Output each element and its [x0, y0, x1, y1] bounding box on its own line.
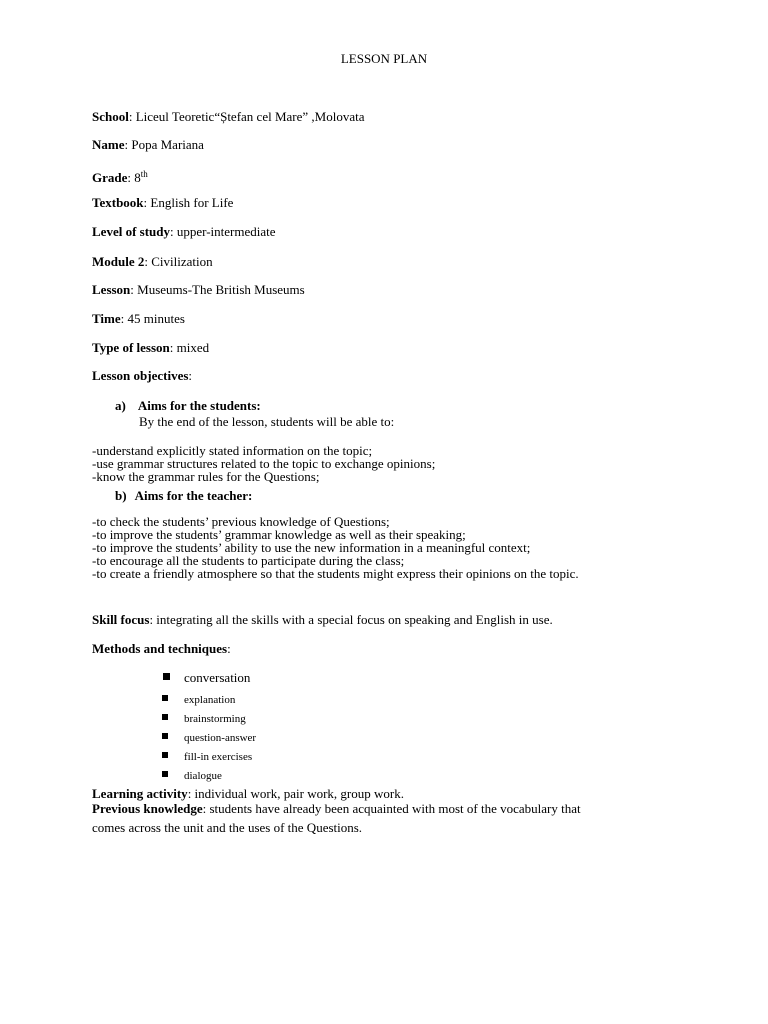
field-label: Lesson objectives [92, 368, 189, 383]
field-label: Level of study [92, 224, 170, 239]
method-item: explanation [184, 694, 236, 706]
list-item: -know the grammar rules for the Questions; [92, 469, 320, 484]
field-label: Methods and techniques [92, 641, 228, 656]
section-heading: Aims for the teacher: [134, 488, 253, 503]
field-name [92, 138, 204, 151]
field-value: : Civilization [144, 254, 213, 269]
list-item: -to encourage all the students to participate during the class; [92, 553, 405, 568]
field-label: Skill focus [92, 612, 150, 627]
aims-teacher-heading [115, 489, 252, 502]
list-item: -to create a friendly atmosphere so that the students might express their opinions on the topic. [92, 566, 579, 581]
field-value: : [227, 641, 231, 656]
bullet-icon [162, 695, 168, 701]
field-label: Type of lesson [92, 340, 170, 355]
previous-knowledge-continuation: comes across the unit and the uses of the Questions. [92, 820, 363, 835]
field-label: Textbook [92, 195, 144, 210]
field-objectives [92, 369, 192, 382]
field-value: : students have already been acquainted with most of the vocabulary that [202, 801, 581, 816]
page-title: LESSON PLAN [340, 51, 428, 66]
list-item: -use grammar structures related to the topic to exchange opinions; [92, 456, 436, 471]
field-level [92, 225, 276, 238]
field-label: Learning activity [92, 786, 188, 801]
field-label: Grade [92, 170, 128, 185]
field-label: Previous knowledge [92, 801, 203, 816]
field-value: : individual work, pair work, group work. [187, 786, 404, 801]
list-item: -to check the students’ previous knowledge of Questions; [92, 514, 390, 529]
field-value: : [188, 368, 193, 383]
field-value: : Liceul Teoretic“Ștefan cel Mare” ,Molovata [128, 109, 365, 124]
field-type [92, 341, 209, 354]
field-textbook [92, 196, 233, 209]
aims-teacher-list [92, 515, 579, 580]
aims-students-intro: By the end of the lesson, students will be able to: [139, 414, 395, 429]
field-label: Time [92, 311, 121, 326]
list-item: -understand explicitly stated information on the topic; [92, 443, 373, 458]
methods-heading [92, 642, 231, 655]
field-label: Name [92, 137, 125, 152]
field-value: : 45 minutes [120, 311, 185, 326]
section-heading: Aims for the students: [137, 398, 261, 413]
list-marker: b) [115, 488, 127, 503]
field-label: Lesson [92, 282, 131, 297]
previous-knowledge [92, 802, 581, 815]
field-value: : English for Life [143, 195, 234, 210]
field-value: : Museums-The British Museums [130, 282, 305, 297]
bullet-icon [163, 673, 170, 680]
field-value: : mixed [169, 340, 210, 355]
field-time [92, 312, 185, 325]
method-item: question-answer [184, 732, 257, 744]
bullet-icon [162, 771, 168, 777]
aims-students-heading [115, 399, 261, 412]
method-item: fill-in exercises [184, 751, 253, 763]
bullet-icon [162, 752, 168, 758]
field-school [92, 110, 364, 123]
field-lesson [92, 283, 305, 296]
field-grade [92, 171, 148, 184]
method-item: dialogue [184, 770, 222, 782]
field-value: : 8 [127, 170, 141, 185]
field-value: : upper-intermediate [170, 224, 276, 239]
skill-focus [92, 613, 553, 626]
grade-superscript: th [140, 169, 148, 179]
field-label: School [92, 109, 129, 124]
bullet-icon [162, 733, 168, 739]
method-item: brainstorming [184, 713, 246, 725]
field-module [92, 255, 213, 268]
field-value: : integrating all the skills with a special focus on speaking and English in use. [149, 612, 553, 627]
list-item: -to improve the students’ grammar knowledge as well as their speaking; [92, 527, 466, 542]
field-label: Module 2 [92, 254, 145, 269]
list-item: -to improve the students’ ability to use the new information in a meaningful context; [92, 540, 531, 555]
field-value: : Popa Mariana [124, 137, 204, 152]
method-item: conversation [184, 670, 251, 685]
list-marker: a) [115, 398, 126, 413]
learning-activity [92, 787, 404, 800]
bullet-icon [162, 714, 168, 720]
aims-students-list [92, 444, 435, 483]
